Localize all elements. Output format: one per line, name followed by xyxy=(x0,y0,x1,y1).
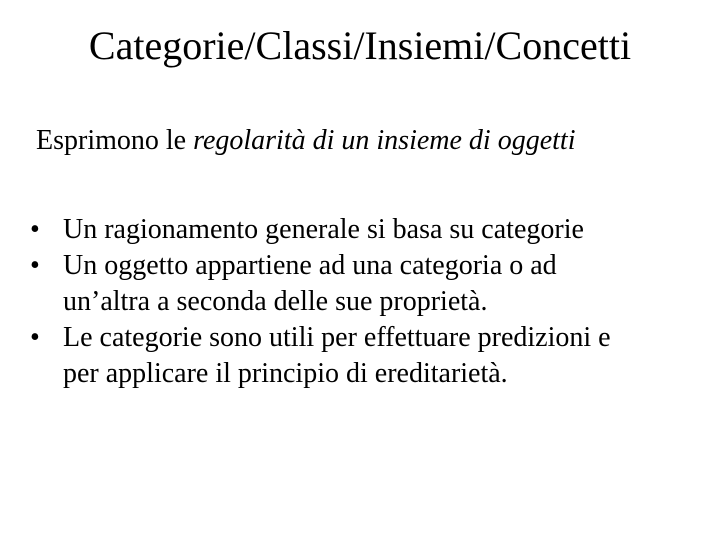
slide-title: Categorie/Classi/Insiemi/Concetti xyxy=(88,23,632,68)
bullet-text-line: Un oggetto appartiene ad una categoria o ad xyxy=(63,250,557,281)
bullet-marker: • xyxy=(30,250,40,281)
bullet-text-line: Le categorie sono utili per effettuare predizioni e xyxy=(63,322,611,353)
bullet-marker: • xyxy=(30,322,40,353)
bullet-item xyxy=(30,320,710,392)
bullet-item xyxy=(30,212,710,248)
bullet-item xyxy=(30,248,710,320)
bullet-text-line: per applicare il principio di ereditarietà. xyxy=(63,358,508,389)
intro-emphasis-text: regolarità di un insieme di oggetti xyxy=(193,125,576,156)
bullet-list xyxy=(30,212,710,392)
bullet-text-line: un’altra a seconda delle sue proprietà. xyxy=(63,286,488,317)
bullet-text-line: Un ragionamento generale si basa su categorie xyxy=(63,214,584,245)
intro-plain-text: Esprimono le xyxy=(36,125,194,156)
bullet-marker: • xyxy=(30,214,40,245)
intro-sentence xyxy=(36,124,575,158)
